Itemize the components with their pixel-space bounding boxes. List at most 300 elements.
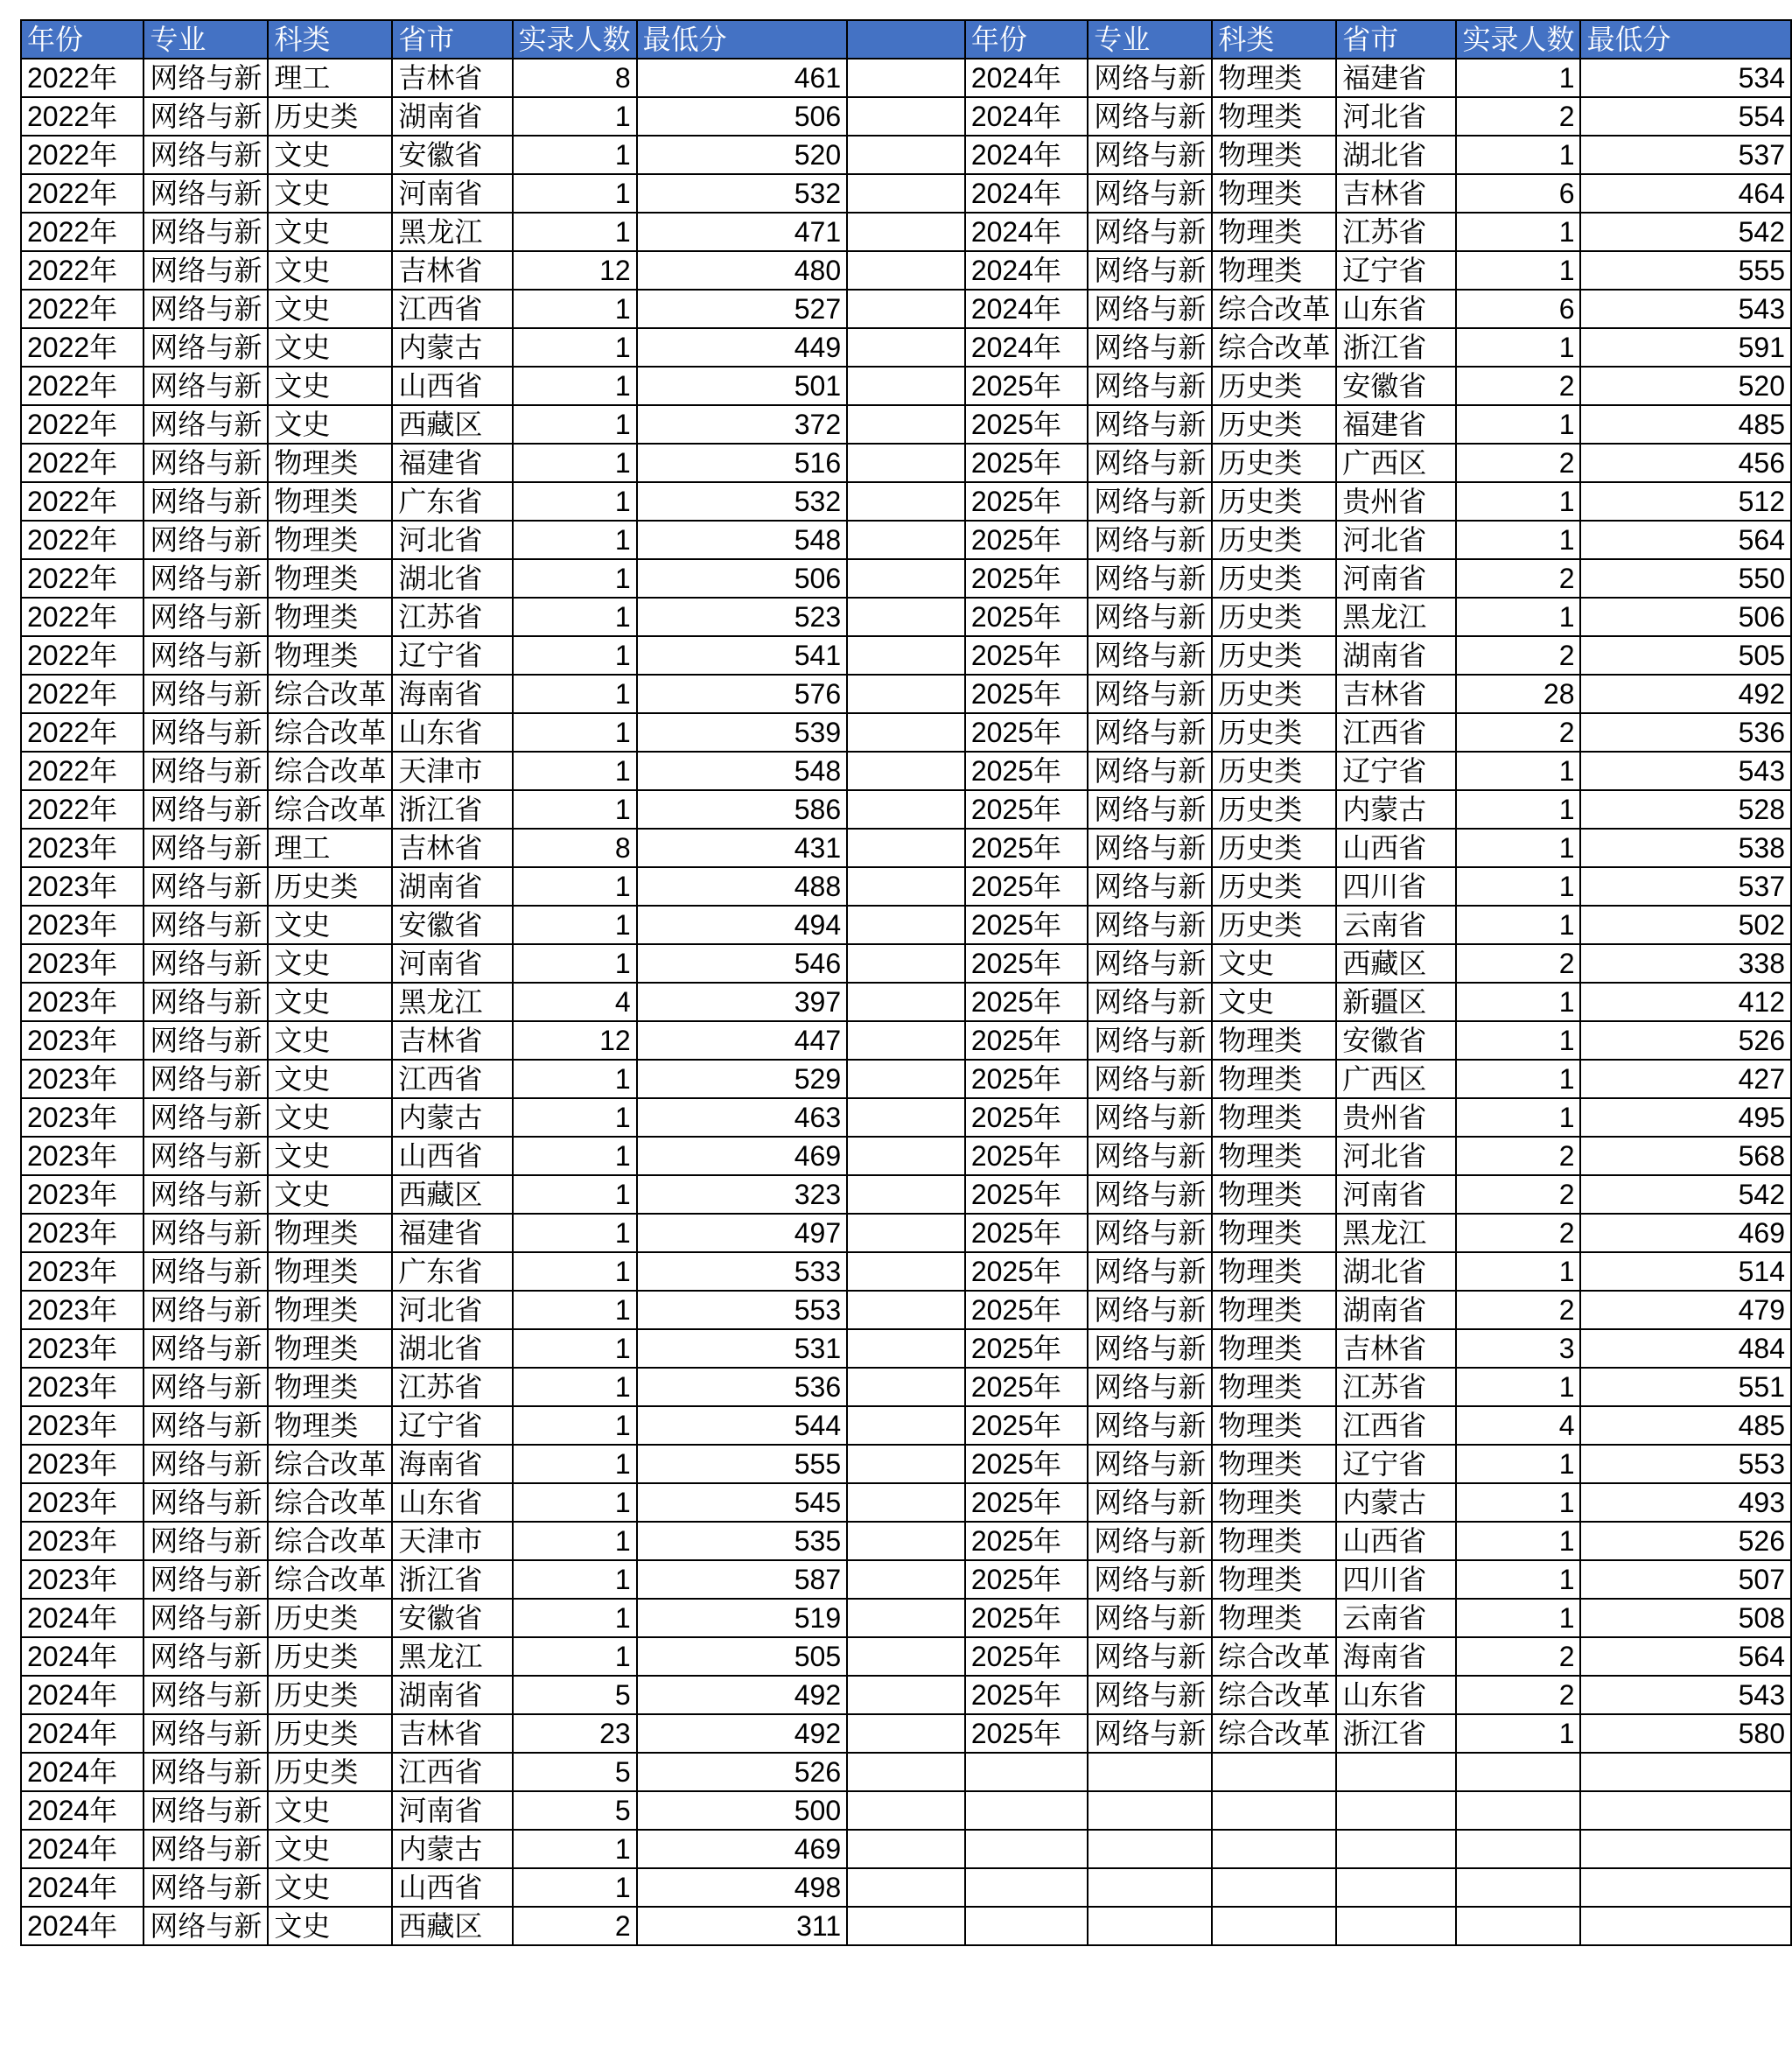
table-cell[interactable]: 506	[1580, 598, 1791, 636]
table-cell[interactable]: 1	[513, 1868, 637, 1907]
table-cell[interactable]: 福建省	[392, 1214, 512, 1252]
table-cell[interactable]: 历史类	[1212, 367, 1336, 405]
table-cell[interactable]: 1	[1456, 790, 1580, 829]
header-cell[interactable]: 实录人数	[513, 20, 637, 59]
empty-cell[interactable]	[847, 20, 965, 59]
table-cell[interactable]: 2023年	[21, 1329, 144, 1368]
empty-cell[interactable]	[847, 1137, 965, 1175]
table-cell[interactable]: 贵州省	[1336, 482, 1456, 521]
table-cell[interactable]: 2024年	[965, 136, 1088, 174]
table-cell[interactable]: 2	[1456, 367, 1580, 405]
empty-cell[interactable]	[1088, 1830, 1212, 1868]
table-cell[interactable]: 网络与新	[144, 944, 268, 983]
table-cell[interactable]: 历史类	[1212, 598, 1336, 636]
table-cell[interactable]: 网络与新	[144, 559, 268, 598]
table-cell[interactable]: 文史	[268, 1021, 392, 1060]
table-cell[interactable]: 吉林省	[392, 1714, 512, 1753]
table-cell[interactable]: 物理类	[1212, 1098, 1336, 1137]
table-cell[interactable]: 网络与新	[1088, 1599, 1212, 1637]
table-cell[interactable]: 412	[1580, 983, 1791, 1021]
table-cell[interactable]: 历史类	[268, 1637, 392, 1676]
table-cell[interactable]: 网络与新	[144, 1483, 268, 1522]
table-cell[interactable]: 1	[1456, 59, 1580, 97]
table-cell[interactable]: 历史类	[268, 97, 392, 136]
table-cell[interactable]: 物理类	[1212, 1021, 1336, 1060]
table-cell[interactable]: 512	[1580, 482, 1791, 521]
table-cell[interactable]: 2025年	[965, 1445, 1088, 1483]
table-cell[interactable]: 542	[1580, 1175, 1791, 1214]
table-cell[interactable]: 1	[513, 213, 637, 251]
empty-cell[interactable]	[847, 752, 965, 790]
empty-cell[interactable]	[847, 482, 965, 521]
header-cell[interactable]: 年份	[965, 20, 1088, 59]
table-cell[interactable]: 物理类	[268, 1368, 392, 1406]
table-cell[interactable]: 历史类	[1212, 867, 1336, 906]
table-cell[interactable]: 四川省	[1336, 867, 1456, 906]
table-cell[interactable]: 网络与新	[1088, 559, 1212, 598]
table-cell[interactable]: 物理类	[1212, 174, 1336, 213]
table-cell[interactable]: 吉林省	[392, 251, 512, 290]
table-cell[interactable]: 四川省	[1336, 1560, 1456, 1599]
empty-cell[interactable]	[847, 1329, 965, 1368]
empty-cell[interactable]	[847, 1637, 965, 1676]
header-cell[interactable]: 科类	[268, 20, 392, 59]
table-cell[interactable]: 2024年	[21, 1907, 144, 1945]
table-cell[interactable]: 488	[637, 867, 847, 906]
table-cell[interactable]: 1	[1456, 482, 1580, 521]
table-cell[interactable]: 1	[1456, 1098, 1580, 1137]
table-cell[interactable]: 2023年	[21, 1021, 144, 1060]
table-cell[interactable]: 网络与新	[144, 829, 268, 867]
table-cell[interactable]: 520	[637, 136, 847, 174]
table-cell[interactable]: 历史类	[1212, 790, 1336, 829]
table-cell[interactable]: 物理类	[268, 521, 392, 559]
table-cell[interactable]: 2025年	[965, 790, 1088, 829]
empty-cell[interactable]	[847, 1522, 965, 1560]
table-cell[interactable]: 网络与新	[144, 675, 268, 713]
table-cell[interactable]: 河北省	[392, 521, 512, 559]
empty-cell[interactable]	[847, 1868, 965, 1907]
header-cell[interactable]: 年份	[21, 20, 144, 59]
table-cell[interactable]: 431	[637, 829, 847, 867]
table-cell[interactable]: 506	[637, 97, 847, 136]
empty-cell[interactable]	[847, 251, 965, 290]
table-cell[interactable]: 1	[1456, 598, 1580, 636]
table-cell[interactable]: 1	[513, 1445, 637, 1483]
table-cell[interactable]: 网络与新	[144, 1907, 268, 1945]
table-cell[interactable]: 531	[637, 1329, 847, 1368]
table-cell[interactable]: 文史	[268, 1098, 392, 1137]
table-cell[interactable]: 江西省	[1336, 1406, 1456, 1445]
table-cell[interactable]: 2025年	[965, 1676, 1088, 1714]
table-cell[interactable]: 辽宁省	[1336, 1445, 1456, 1483]
table-cell[interactable]: 1	[513, 521, 637, 559]
table-cell[interactable]: 云南省	[1336, 1599, 1456, 1637]
table-cell[interactable]: 辽宁省	[1336, 251, 1456, 290]
table-cell[interactable]: 江苏省	[392, 598, 512, 636]
table-cell[interactable]: 1	[513, 636, 637, 675]
table-cell[interactable]: 历史类	[1212, 675, 1336, 713]
table-cell[interactable]: 5	[513, 1791, 637, 1830]
table-cell[interactable]: 1	[513, 1368, 637, 1406]
table-cell[interactable]: 2022年	[21, 97, 144, 136]
table-cell[interactable]: 综合改革	[268, 1560, 392, 1599]
table-cell[interactable]: 网络与新	[144, 367, 268, 405]
table-cell[interactable]: 综合改革	[268, 675, 392, 713]
table-cell[interactable]: 469	[637, 1137, 847, 1175]
table-cell[interactable]: 2024年	[21, 1753, 144, 1791]
table-cell[interactable]: 物理类	[268, 1252, 392, 1291]
table-cell[interactable]: 494	[637, 906, 847, 944]
table-cell[interactable]: 2022年	[21, 405, 144, 444]
table-cell[interactable]: 网络与新	[1088, 636, 1212, 675]
table-cell[interactable]: 2023年	[21, 829, 144, 867]
table-cell[interactable]: 江西省	[1336, 713, 1456, 752]
empty-cell[interactable]	[1580, 1830, 1791, 1868]
table-cell[interactable]: 山西省	[1336, 829, 1456, 867]
table-cell[interactable]: 527	[637, 290, 847, 328]
table-cell[interactable]: 495	[1580, 1098, 1791, 1137]
table-cell[interactable]: 物理类	[1212, 1483, 1336, 1522]
table-cell[interactable]: 526	[1580, 1522, 1791, 1560]
empty-cell[interactable]	[847, 598, 965, 636]
empty-cell[interactable]	[847, 1599, 965, 1637]
table-cell[interactable]: 黑龙江	[392, 213, 512, 251]
table-cell[interactable]: 网络与新	[144, 1791, 268, 1830]
table-cell[interactable]: 568	[1580, 1137, 1791, 1175]
table-cell[interactable]: 江苏省	[392, 1368, 512, 1406]
empty-cell[interactable]	[847, 97, 965, 136]
table-cell[interactable]: 2	[513, 1907, 637, 1945]
table-cell[interactable]: 2025年	[965, 1021, 1088, 1060]
table-cell[interactable]: 河南省	[1336, 559, 1456, 598]
table-cell[interactable]: 综合改革	[268, 713, 392, 752]
empty-cell[interactable]	[1456, 1791, 1580, 1830]
table-cell[interactable]: 2023年	[21, 1560, 144, 1599]
table-cell[interactable]: 综合改革	[268, 1522, 392, 1560]
table-cell[interactable]: 文史	[268, 1791, 392, 1830]
table-cell[interactable]: 492	[1580, 675, 1791, 713]
table-cell[interactable]: 3	[1456, 1329, 1580, 1368]
table-cell[interactable]: 1	[1456, 136, 1580, 174]
table-cell[interactable]: 物理类	[1212, 1060, 1336, 1098]
table-cell[interactable]: 网络与新	[1088, 1560, 1212, 1599]
table-cell[interactable]: 网络与新	[144, 636, 268, 675]
table-cell[interactable]: 1	[513, 675, 637, 713]
table-cell[interactable]: 2025年	[965, 598, 1088, 636]
table-cell[interactable]: 1	[1456, 867, 1580, 906]
table-cell[interactable]: 2022年	[21, 636, 144, 675]
empty-cell[interactable]	[1088, 1753, 1212, 1791]
table-cell[interactable]: 网络与新	[1088, 482, 1212, 521]
table-cell[interactable]: 2023年	[21, 1291, 144, 1329]
table-cell[interactable]: 网络与新	[144, 906, 268, 944]
table-cell[interactable]: 江苏省	[1336, 213, 1456, 251]
empty-cell[interactable]	[1212, 1868, 1336, 1907]
table-cell[interactable]: 534	[1580, 59, 1791, 97]
table-cell[interactable]: 456	[1580, 444, 1791, 482]
table-cell[interactable]: 物理类	[1212, 1175, 1336, 1214]
table-cell[interactable]: 492	[637, 1714, 847, 1753]
table-cell[interactable]: 浙江省	[1336, 328, 1456, 367]
table-cell[interactable]: 2025年	[965, 1252, 1088, 1291]
table-cell[interactable]: 2	[1456, 1175, 1580, 1214]
table-cell[interactable]: 526	[1580, 1021, 1791, 1060]
table-cell[interactable]: 1	[513, 174, 637, 213]
table-cell[interactable]: 网络与新	[1088, 1060, 1212, 1098]
table-cell[interactable]: 浙江省	[1336, 1714, 1456, 1753]
table-cell[interactable]: 山东省	[1336, 1676, 1456, 1714]
empty-cell[interactable]	[847, 1098, 965, 1137]
table-cell[interactable]: 网络与新	[144, 1868, 268, 1907]
table-cell[interactable]: 1	[513, 752, 637, 790]
table-cell[interactable]: 1	[513, 482, 637, 521]
table-cell[interactable]: 2025年	[965, 713, 1088, 752]
table-cell[interactable]: 网络与新	[144, 1291, 268, 1329]
table-cell[interactable]: 山东省	[392, 1483, 512, 1522]
table-cell[interactable]: 555	[1580, 251, 1791, 290]
table-cell[interactable]: 2025年	[965, 559, 1088, 598]
table-cell[interactable]: 2025年	[965, 1291, 1088, 1329]
table-cell[interactable]: 综合改革	[1212, 328, 1336, 367]
table-cell[interactable]: 2024年	[965, 251, 1088, 290]
table-cell[interactable]: 536	[1580, 713, 1791, 752]
table-cell[interactable]: 2024年	[21, 1714, 144, 1753]
table-cell[interactable]: 网络与新	[1088, 1098, 1212, 1137]
empty-cell[interactable]	[847, 906, 965, 944]
table-cell[interactable]: 1	[513, 328, 637, 367]
table-cell[interactable]: 文史	[268, 1175, 392, 1214]
table-cell[interactable]: 网络与新	[144, 328, 268, 367]
empty-cell[interactable]	[847, 1021, 965, 1060]
table-cell[interactable]: 1	[513, 1291, 637, 1329]
header-cell[interactable]: 最低分	[1580, 20, 1791, 59]
table-cell[interactable]: 网络与新	[144, 1060, 268, 1098]
empty-cell[interactable]	[847, 1175, 965, 1214]
table-cell[interactable]: 网络与新	[1088, 213, 1212, 251]
table-cell[interactable]: 网络与新	[144, 213, 268, 251]
table-cell[interactable]: 网络与新	[144, 752, 268, 790]
table-cell[interactable]: 文史	[268, 1137, 392, 1175]
table-cell[interactable]: 2022年	[21, 713, 144, 752]
table-cell[interactable]: 555	[637, 1445, 847, 1483]
table-cell[interactable]: 历史类	[1212, 713, 1336, 752]
table-cell[interactable]: 501	[637, 367, 847, 405]
table-cell[interactable]: 2025年	[965, 1137, 1088, 1175]
empty-cell[interactable]	[1088, 1907, 1212, 1945]
table-cell[interactable]: 6	[1456, 290, 1580, 328]
table-cell[interactable]: 文史	[268, 983, 392, 1021]
empty-cell[interactable]	[847, 367, 965, 405]
empty-cell[interactable]	[847, 1791, 965, 1830]
table-cell[interactable]: 湖南省	[1336, 636, 1456, 675]
empty-cell[interactable]	[965, 1830, 1088, 1868]
table-cell[interactable]: 物理类	[1212, 1599, 1336, 1637]
table-cell[interactable]: 516	[637, 444, 847, 482]
table-cell[interactable]: 内蒙古	[1336, 1483, 1456, 1522]
table-cell[interactable]: 493	[1580, 1483, 1791, 1522]
table-cell[interactable]: 网络与新	[1088, 405, 1212, 444]
table-cell[interactable]: 464	[1580, 174, 1791, 213]
empty-cell[interactable]	[1212, 1791, 1336, 1830]
table-cell[interactable]: 辽宁省	[392, 1406, 512, 1445]
table-cell[interactable]: 网络与新	[144, 867, 268, 906]
table-cell[interactable]: 2025年	[965, 1368, 1088, 1406]
table-cell[interactable]: 1	[513, 444, 637, 482]
table-cell[interactable]: 2025年	[965, 1406, 1088, 1445]
table-cell[interactable]: 2025年	[965, 1175, 1088, 1214]
table-cell[interactable]: 2024年	[21, 1791, 144, 1830]
table-cell[interactable]: 543	[1580, 1676, 1791, 1714]
empty-cell[interactable]	[847, 867, 965, 906]
table-cell[interactable]: 1	[513, 790, 637, 829]
header-cell[interactable]: 专业	[1088, 20, 1212, 59]
table-cell[interactable]: 2	[1456, 97, 1580, 136]
table-cell[interactable]: 综合改革	[268, 1483, 392, 1522]
table-cell[interactable]: 内蒙古	[392, 328, 512, 367]
table-cell[interactable]: 586	[637, 790, 847, 829]
table-cell[interactable]: 综合改革	[268, 790, 392, 829]
table-cell[interactable]: 理工	[268, 829, 392, 867]
table-cell[interactable]: 1	[1456, 1060, 1580, 1098]
table-cell[interactable]: 2025年	[965, 521, 1088, 559]
empty-cell[interactable]	[847, 59, 965, 97]
empty-cell[interactable]	[847, 636, 965, 675]
empty-cell[interactable]	[847, 1060, 965, 1098]
table-cell[interactable]: 湖南省	[392, 97, 512, 136]
table-cell[interactable]: 历史类	[1212, 829, 1336, 867]
table-cell[interactable]: 网络与新	[144, 1522, 268, 1560]
table-cell[interactable]: 文史	[268, 1830, 392, 1868]
table-cell[interactable]: 2022年	[21, 444, 144, 482]
table-cell[interactable]: 508	[1580, 1599, 1791, 1637]
table-cell[interactable]: 2022年	[21, 559, 144, 598]
table-cell[interactable]: 网络与新	[1088, 1291, 1212, 1329]
table-cell[interactable]: 网络与新	[1088, 1483, 1212, 1522]
table-cell[interactable]: 548	[637, 521, 847, 559]
table-cell[interactable]: 文史	[268, 405, 392, 444]
table-cell[interactable]: 2025年	[965, 906, 1088, 944]
table-cell[interactable]: 网络与新	[144, 521, 268, 559]
table-cell[interactable]: 1	[513, 367, 637, 405]
table-cell[interactable]: 广东省	[392, 1252, 512, 1291]
table-cell[interactable]: 网络与新	[1088, 174, 1212, 213]
table-cell[interactable]: 物理类	[1212, 136, 1336, 174]
table-cell[interactable]: 物理类	[268, 1291, 392, 1329]
table-cell[interactable]: 2025年	[965, 829, 1088, 867]
table-cell[interactable]: 1	[513, 944, 637, 983]
table-cell[interactable]: 4	[1456, 1406, 1580, 1445]
empty-cell[interactable]	[847, 521, 965, 559]
table-cell[interactable]: 新疆区	[1336, 983, 1456, 1021]
empty-cell[interactable]	[1456, 1753, 1580, 1791]
table-cell[interactable]: 网络与新	[1088, 675, 1212, 713]
table-cell[interactable]: 537	[1580, 136, 1791, 174]
table-cell[interactable]: 山东省	[1336, 290, 1456, 328]
table-cell[interactable]: 1	[1456, 1368, 1580, 1406]
table-cell[interactable]: 469	[1580, 1214, 1791, 1252]
table-cell[interactable]: 网络与新	[1088, 1676, 1212, 1714]
table-cell[interactable]: 网络与新	[1088, 1637, 1212, 1676]
table-cell[interactable]: 2	[1456, 559, 1580, 598]
table-cell[interactable]: 1	[1456, 1522, 1580, 1560]
table-cell[interactable]: 2	[1456, 1137, 1580, 1175]
table-cell[interactable]: 2023年	[21, 1483, 144, 1522]
table-cell[interactable]: 历史类	[1212, 482, 1336, 521]
table-cell[interactable]: 587	[637, 1560, 847, 1599]
table-cell[interactable]: 广东省	[392, 482, 512, 521]
table-cell[interactable]: 河南省	[392, 174, 512, 213]
table-cell[interactable]: 江西省	[392, 1060, 512, 1098]
table-cell[interactable]: 湖南省	[392, 1676, 512, 1714]
table-cell[interactable]: 浙江省	[392, 790, 512, 829]
empty-cell[interactable]	[1212, 1830, 1336, 1868]
table-cell[interactable]: 物理类	[268, 636, 392, 675]
table-cell[interactable]: 372	[637, 405, 847, 444]
table-cell[interactable]: 1	[1456, 1445, 1580, 1483]
table-cell[interactable]: 500	[637, 1791, 847, 1830]
empty-cell[interactable]	[1336, 1907, 1456, 1945]
table-cell[interactable]: 2024年	[21, 1868, 144, 1907]
table-cell[interactable]: 2022年	[21, 790, 144, 829]
table-cell[interactable]: 2	[1456, 944, 1580, 983]
table-cell[interactable]: 2024年	[965, 290, 1088, 328]
table-cell[interactable]: 网络与新	[144, 1560, 268, 1599]
empty-cell[interactable]	[847, 559, 965, 598]
table-cell[interactable]: 1	[513, 1406, 637, 1445]
table-cell[interactable]: 江西省	[392, 1753, 512, 1791]
table-cell[interactable]: 福建省	[1336, 405, 1456, 444]
table-cell[interactable]: 471	[637, 213, 847, 251]
table-cell[interactable]: 综合改革	[1212, 1676, 1336, 1714]
table-cell[interactable]: 综合改革	[1212, 1714, 1336, 1753]
table-cell[interactable]: 物理类	[1212, 213, 1336, 251]
table-cell[interactable]: 2025年	[965, 867, 1088, 906]
table-cell[interactable]: 历史类	[268, 1753, 392, 1791]
table-cell[interactable]: 28	[1456, 675, 1580, 713]
table-cell[interactable]: 安徽省	[1336, 367, 1456, 405]
table-cell[interactable]: 505	[637, 1637, 847, 1676]
table-cell[interactable]: 2022年	[21, 752, 144, 790]
table-cell[interactable]: 2022年	[21, 59, 144, 97]
empty-cell[interactable]	[847, 1406, 965, 1445]
table-cell[interactable]: 文史	[268, 944, 392, 983]
table-cell[interactable]: 文史	[268, 213, 392, 251]
table-cell[interactable]: 网络与新	[1088, 97, 1212, 136]
table-cell[interactable]: 564	[1580, 521, 1791, 559]
table-cell[interactable]: 物理类	[1212, 1137, 1336, 1175]
table-cell[interactable]: 2022年	[21, 598, 144, 636]
table-cell[interactable]: 532	[637, 482, 847, 521]
table-cell[interactable]: 网络与新	[144, 1714, 268, 1753]
table-cell[interactable]: 物理类	[268, 1214, 392, 1252]
empty-cell[interactable]	[847, 1252, 965, 1291]
table-cell[interactable]: 461	[637, 59, 847, 97]
table-cell[interactable]: 2024年	[965, 59, 1088, 97]
empty-cell[interactable]	[847, 1676, 965, 1714]
table-cell[interactable]: 2024年	[965, 328, 1088, 367]
table-cell[interactable]: 2025年	[965, 983, 1088, 1021]
table-cell[interactable]: 1	[1456, 1599, 1580, 1637]
table-cell[interactable]: 2023年	[21, 1445, 144, 1483]
table-cell[interactable]: 2025年	[965, 1098, 1088, 1137]
table-cell[interactable]: 辽宁省	[1336, 752, 1456, 790]
table-cell[interactable]: 综合改革	[1212, 290, 1336, 328]
table-cell[interactable]: 2	[1456, 1637, 1580, 1676]
table-cell[interactable]: 1	[1456, 213, 1580, 251]
table-cell[interactable]: 5	[513, 1753, 637, 1791]
table-cell[interactable]: 2023年	[21, 1406, 144, 1445]
